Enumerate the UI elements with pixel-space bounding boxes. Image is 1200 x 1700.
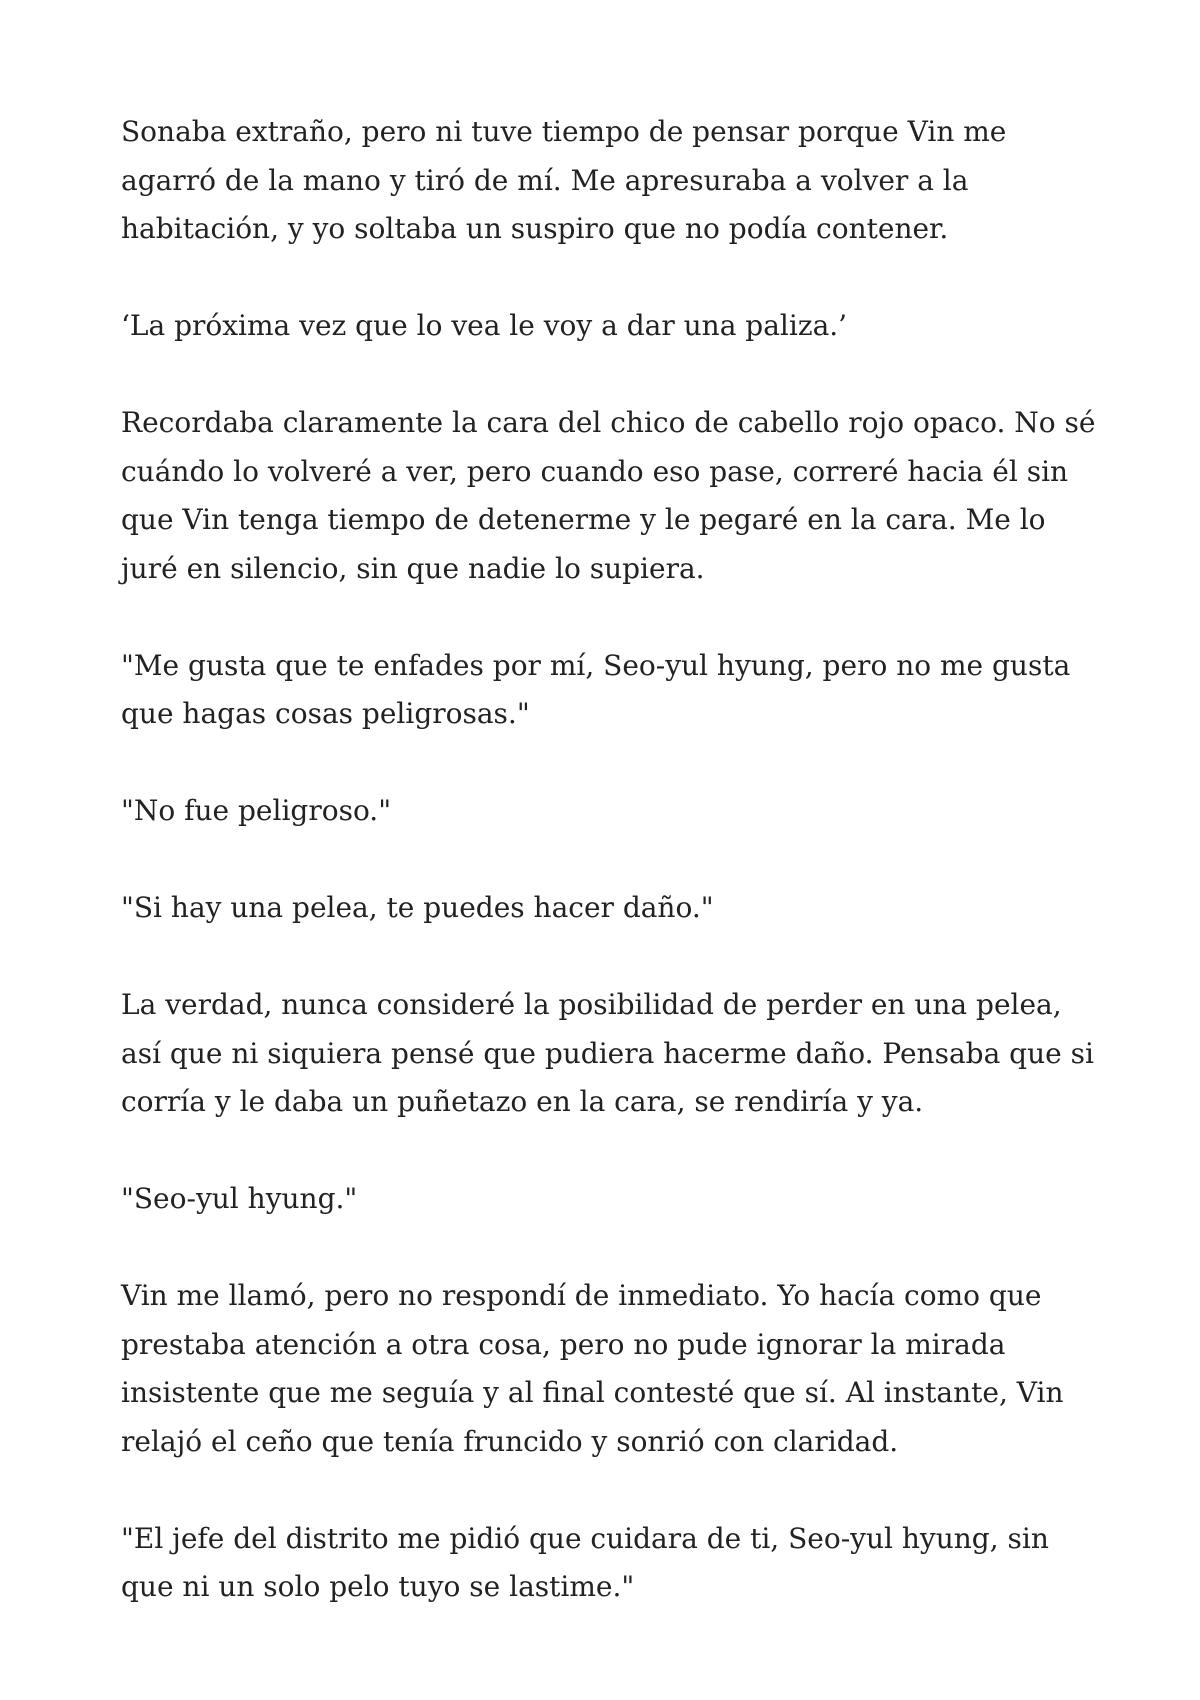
paragraph-6: "Si hay una pelea, te puedes hacer daño." xyxy=(121,891,714,924)
paragraph-4: "Me gusta que te enfades por mí, Seo-yul hyung, pero no me gusta que hagas cosas peligrosas." xyxy=(121,648,1071,730)
paragraph-10: "El jefe del distrito me pidió que cuidara de ti, Seo-yul hyung, sin que ni un solo pelo tuyo se lastime." xyxy=(121,1521,1049,1603)
paragraph-5: "No fue peligroso." xyxy=(121,794,392,827)
paragraph-1: Sonaba extraño, pero ni tuve tiempo de pensar porque Vin me agarró de la mano y tiró de mí. Me apresuraba a volver a la habitación, y yo soltaba un suspiro que no podía contener. xyxy=(121,115,1007,245)
paragraph-9: Vin me llamó, pero no respondí de inmediato. Yo hacía como que prestaba atención a otra cosa, pero no pude ignorar la mirada insistente que me seguía y al final contesté que sí. Al instante, Vin relajó el ceño que tenía fruncido y sonrió con claridad. xyxy=(121,1279,1064,1458)
body-text xyxy=(121,108,1101,1612)
paragraph-3: Recordaba claramente la cara del chico de cabello rojo opaco. No sé cuándo lo volveré a ver, pero cuando eso pase, correré hacia él sin que Vin tenga tiempo de detenerme y le pegaré en la cara. Me lo juré en silencio, sin que nadie lo supiera. xyxy=(121,406,1096,585)
paragraph-7: La verdad, nunca consideré la posibilidad de perder en una pelea, así que ni siquiera pensé que pudiera hacerme daño. Pensaba que si corría y le daba un puñetazo en la cara, se rendiría y ya. xyxy=(121,988,1094,1118)
paragraph-8: "Seo-yul hyung." xyxy=(121,1182,358,1215)
paragraph-2: ‘La próxima vez que lo vea le voy a dar una paliza.’ xyxy=(121,309,848,342)
